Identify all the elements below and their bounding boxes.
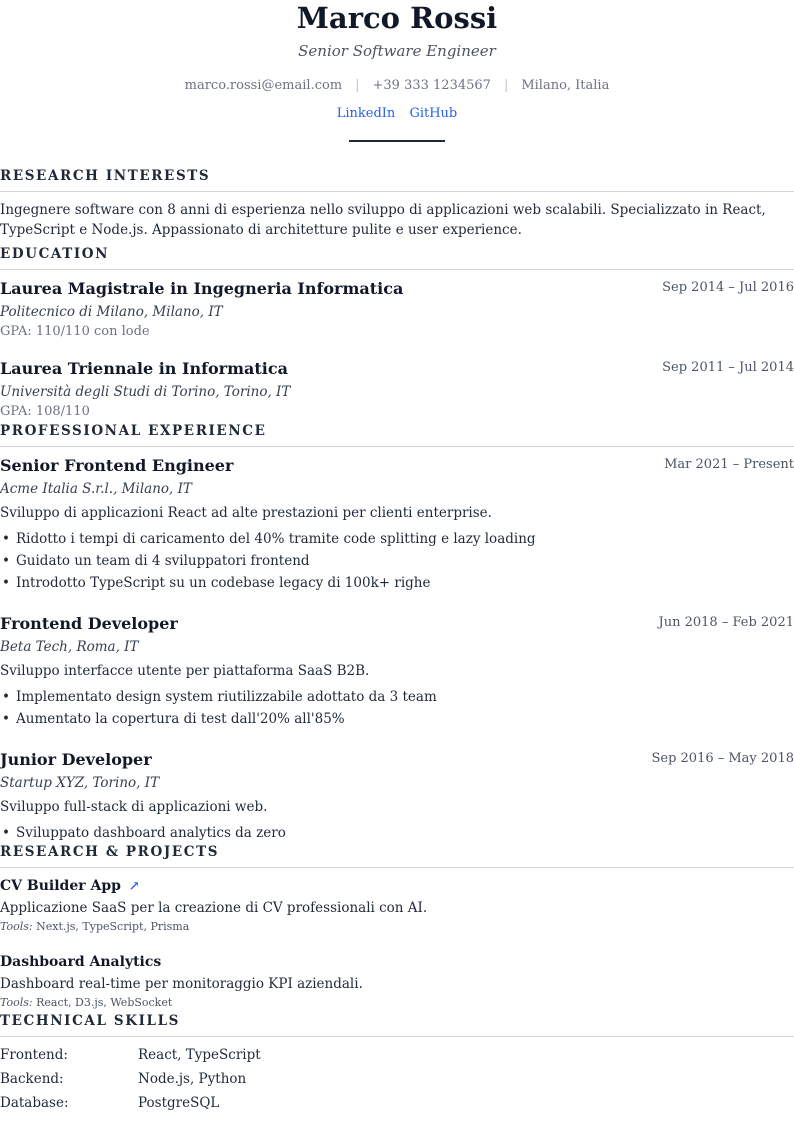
job-company: Startup XYZ, Torino, IT [0,775,160,791]
project-tools [0,995,172,1011]
job-company: Beta Tech, Roma, IT [0,639,139,655]
job-description: Sviluppo di applicazioni React ad alte prestazioni per clienti enterprise. [0,505,492,521]
phone-text[interactable]: +39 333 1234567 [372,78,491,93]
linkedin-link[interactable]: LinkedIn [336,106,396,121]
location-text: Milano, Italia [521,78,610,93]
job-bullet: • Implementato design system riutilizzabile adottato da 3 team [0,686,437,708]
project-tools [0,919,189,935]
project-name: Dashboard Analytics [0,954,162,970]
project-title [0,876,140,897]
project-description: Applicazione SaaS per la creazione di CV professionali con AI. [0,900,428,916]
skill-label: Frontend: [0,1047,68,1063]
education-school: Università degli Studi di Torino, Torino, IT [0,384,291,400]
skill-value: React, TypeScript [138,1047,261,1063]
skill-label: Database: [0,1095,69,1111]
header-divider [349,140,445,142]
skill-value: PostgreSQL [138,1095,220,1111]
summary-text: Ingegnere software con 8 anni di esperienza nello sviluppo di applicazioni web scalabili. Specializzato in React, TypeScript e Node.js. Appassionato di architetture pulite e user experience. [0,202,766,238]
contact-separator: | [355,78,360,93]
job-dates: Mar 2021 – Present [664,457,794,472]
tools-list: Next.js, TypeScript, Prisma [36,920,190,933]
education-grade: GPA: 110/110 con lode [0,324,150,339]
candidate-title: Senior Software Engineer [298,42,496,60]
section-heading-education: EDUCATION [0,245,794,270]
tools-label: Tools: [0,996,33,1009]
section-heading-skills: TECHNICAL SKILLS [0,1012,794,1037]
job-bullet: • Aumentato la copertura di test dall'20% all'85% [0,708,345,730]
job-bullet: • Introdotto TypeScript su un codebase legacy di 100k+ righe [0,572,430,594]
skill-label: Backend: [0,1071,64,1087]
job-role: Junior Developer [0,750,152,769]
contact-separator: | [503,78,509,93]
section-heading-experience: PROFESSIONAL EXPERIENCE [0,422,794,447]
job-dates: Sep 2016 – May 2018 [651,751,794,766]
job-role: Senior Frontend Engineer [0,456,234,475]
education-school: Politecnico di Milano, Milano, IT [0,304,223,320]
contact-line [0,76,794,96]
job-bullet: • Ridotto i tempi di caricamento del 40% tramite code splitting e lazy loading [0,528,536,550]
job-company: Acme Italia S.r.l., Milano, IT [0,481,192,497]
education-degree: Laurea Magistrale in Ingegneria Informatica [0,279,404,298]
education-grade: GPA: 108/110 [0,404,90,419]
external-link-icon[interactable]: ↗ [128,879,140,894]
profile-links [0,104,794,124]
job-bullet: • Sviluppato dashboard analytics da zero [0,822,286,844]
project-title [0,952,161,972]
skill-value: Node.js, Python [138,1071,247,1087]
candidate-name: Marco Rossi [296,1,498,35]
education-degree: Laurea Triennale in Informatica [0,359,288,378]
job-dates: Jun 2018 – Feb 2021 [658,615,794,630]
tools-list: React, D3.js, WebSocket [36,996,173,1009]
project-description: Dashboard real-time per monitoraggio KPI aziendali. [0,976,363,992]
job-role: Frontend Developer [0,614,178,633]
section-heading-projects: RESEARCH & PROJECTS [0,843,794,868]
section-heading-interests: RESEARCH INTERESTS [0,167,794,192]
email-text[interactable]: marco.rossi@email.com [184,78,343,93]
education-dates: Sep 2011 – Jul 2014 [662,360,794,375]
github-link[interactable]: GitHub [409,106,458,121]
job-bullet: • Guidato un team di 4 sviluppatori frontend [0,550,310,572]
project-name: CV Builder App [0,878,121,894]
job-description: Sviluppo interfacce utente per piattaforma SaaS B2B. [0,663,370,679]
education-dates: Sep 2014 – Jul 2016 [662,280,794,295]
job-description: Sviluppo full-stack di applicazioni web. [0,799,268,815]
tools-label: Tools: [0,920,33,933]
